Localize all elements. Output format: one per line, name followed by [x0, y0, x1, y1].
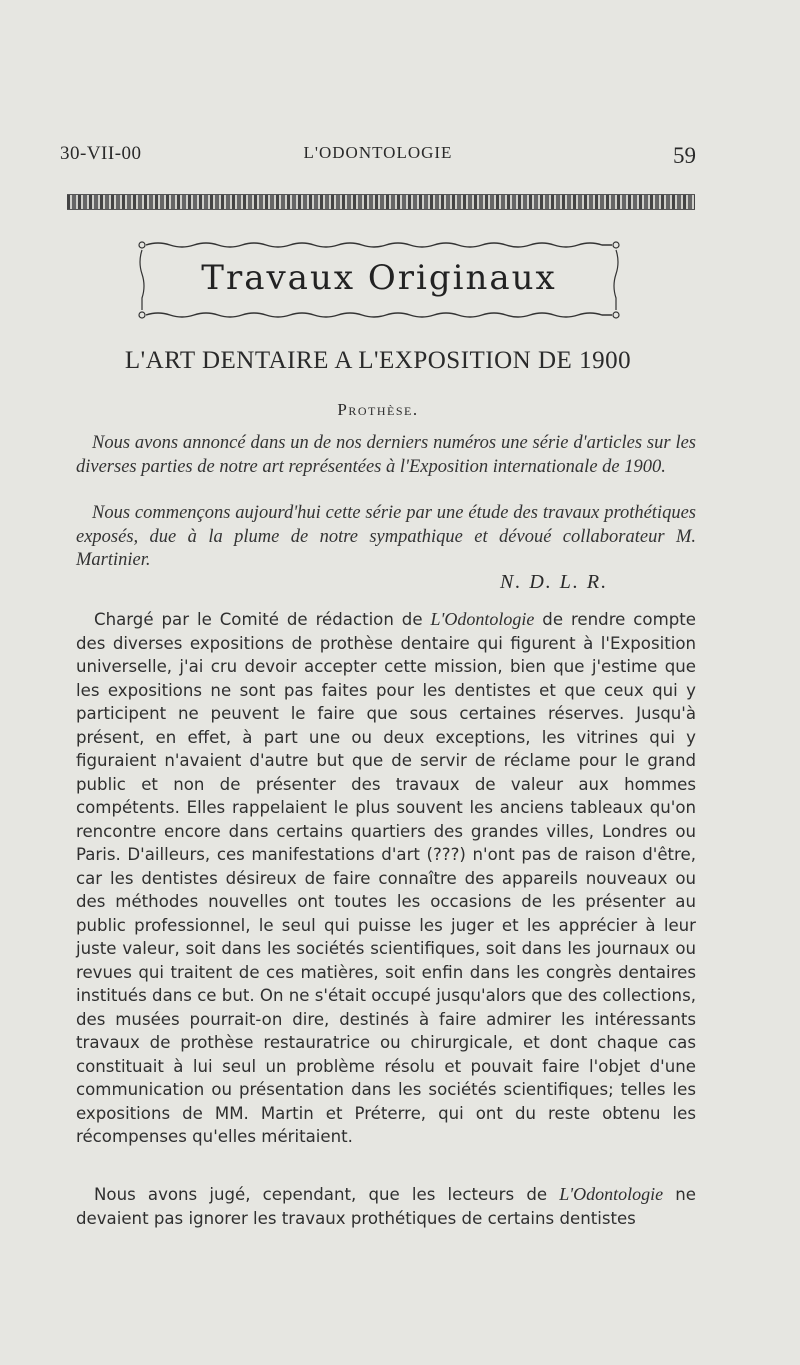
- editor-signature: N. D. L. R.: [500, 571, 609, 593]
- paragraph-text: [76, 1183, 696, 1230]
- journal-name: L'ODONTOLOGIE: [303, 143, 453, 162]
- page-number: 59: [673, 143, 696, 168]
- journal-reference: L'Odontologie: [430, 609, 535, 629]
- paragraph-text-rest: de rendre compte des diverses expositions de prothèse dentaire qui figurent à l'Exposition universelle, j'ai cru devoir accepter cette mission, bien que j'estime que les expositions ne sont pas faites pour les dentistes et que ceux qui y participent ne peuvent le faire que sous certaines réserves. Jusqu'à présent, en effet, à part une ou deux exceptions, les vitrines qui y figuraient n'avaient d'autre but que de servir de réclame pour le grand public et non de présenter des travaux de valeur aux hommes compétents. Elles rappelaient le plus souvent les anciens tableaux qu'on rencontre encore dans certains quartiers des grandes villes, Londres ou Paris. D'ailleurs, ces manifestations d'art (???) n'ont pas de raison d'être, car les dentistes désireux de faire connaître des appareils nouveaux ou des méthodes nouvelles ont toutes les occasions de les présenter au public professionnel, le seul qui puisse les juger et les apprécier à leur juste valeur, soit dans les sociétés scientifiques, soit dans les journaux ou revues qui traitent de ces matières, soit enfin dans les congrès dentaires institués dans ce but. On ne s'était occupé jusqu'alors que des collections, des musées pourrait-on dire, destinés à faire admirer les intéressants travaux de prothèse restauratrice ou chirurgicale, et dont chaque cas constituait à lui seul un problème résolu et pouvait faire l'objet d'une communication ou présentation dans les sociétés scientifiques; telles les expositions de MM. Martin et Préterre, qui ont du reste obtenu les récompenses qu'elles méritaient.: [76, 610, 696, 1146]
- paragraph-text-start: Chargé par le Comité de rédaction de: [94, 610, 431, 629]
- body-paragraph-2: [76, 1183, 696, 1230]
- journal-reference: L'Odontologie: [559, 1184, 664, 1204]
- editor-note-text: Nous commençons aujourd'hui cette série par une étude des travaux prothétiques exposés, due à la plume de notre sympathique et dévoué collaborateur M. Martinier.: [76, 503, 696, 570]
- editor-note-2: [76, 502, 696, 573]
- editor-note-text: Nous avons annoncé dans un de nos derniers numéros une série d'articles sur les diverses parties de notre art représentées à l'Exposition internationale de 1900.: [76, 433, 696, 477]
- section-title: Travaux Originaux: [201, 258, 557, 298]
- body-paragraph-1: [76, 608, 696, 1149]
- paragraph-text-rest: ne devaient pas ignorer les travaux prothétiques de certains dentistes: [76, 1185, 696, 1228]
- running-header: [60, 143, 696, 173]
- issue-date: 30-VII-00: [60, 143, 142, 164]
- editor-note-1: [76, 432, 696, 479]
- paragraph-text: [76, 608, 696, 1149]
- paragraph-text-start: Nous avons jugé, cependant, que les lecteurs de: [94, 1185, 560, 1204]
- section-title-frame: [138, 238, 620, 320]
- decorative-border: [67, 194, 695, 210]
- article-subtitle: Prothèse.: [337, 400, 419, 419]
- article-title: L'ART DENTAIRE A L'EXPOSITION DE 1900: [124, 347, 632, 374]
